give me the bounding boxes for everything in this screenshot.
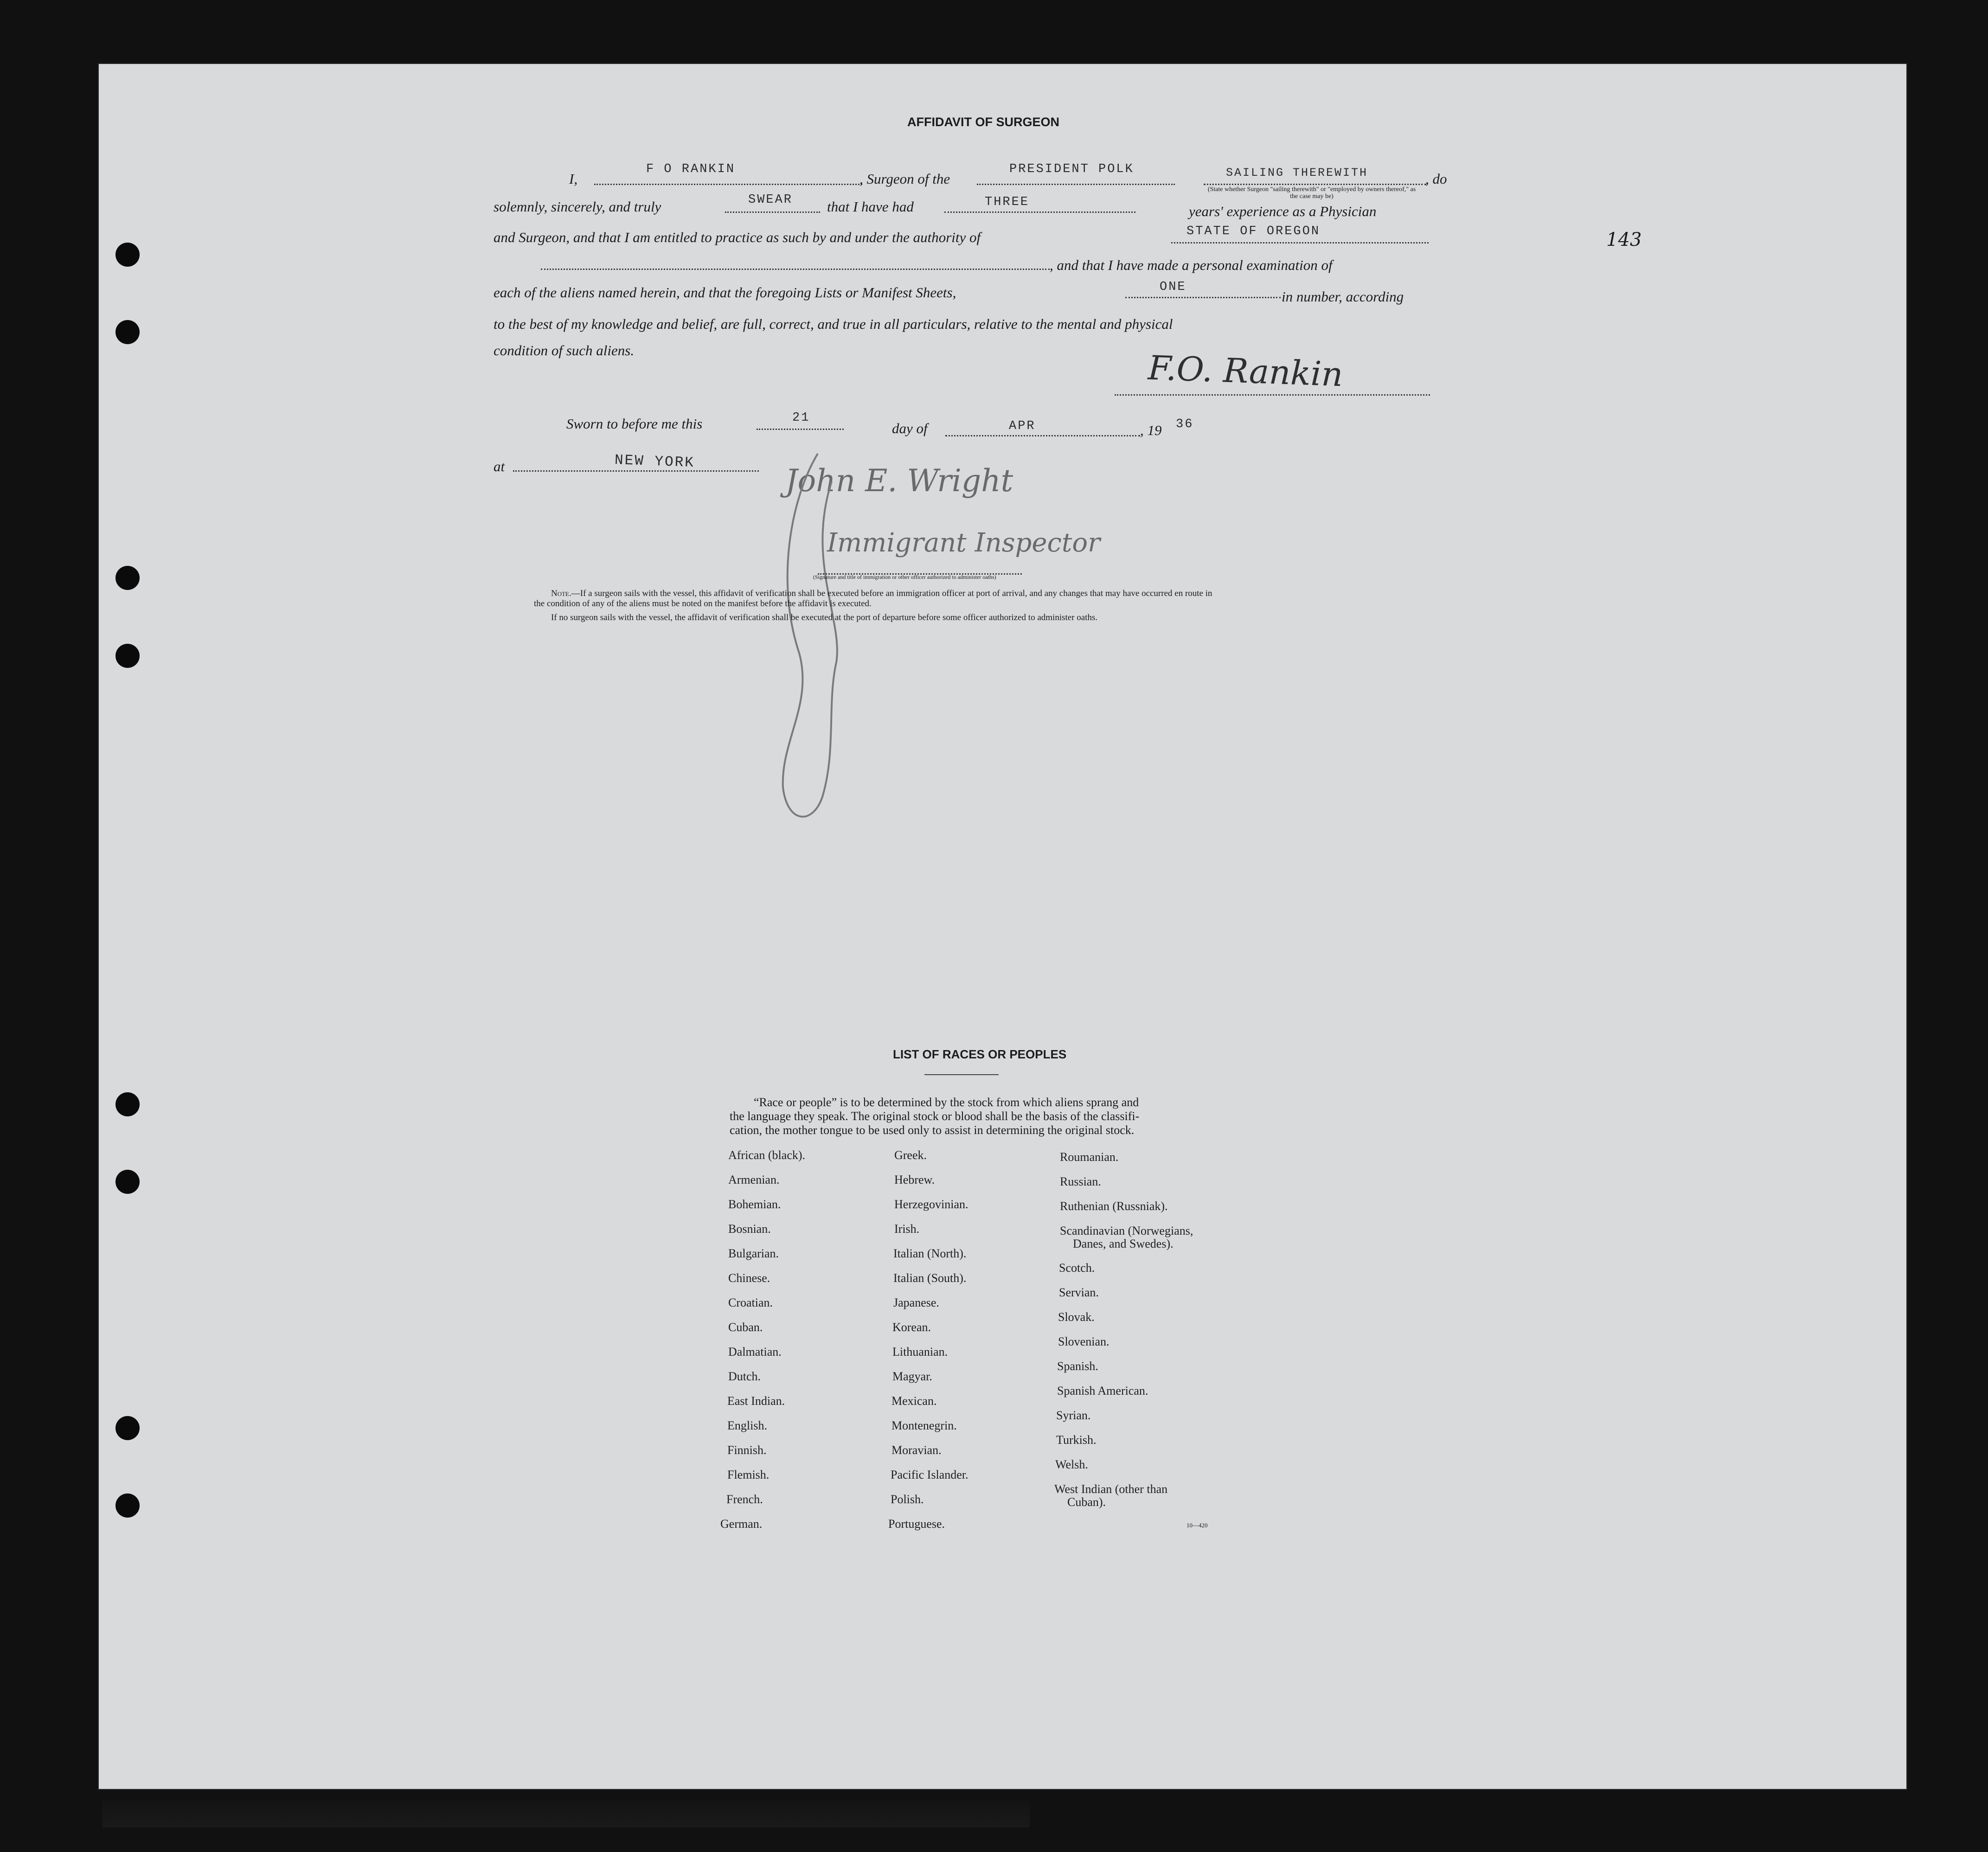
race-item: African (black). bbox=[728, 1148, 806, 1162]
status-note: (State whether Surgeon "sailing therewith" or "employed by owners thereof," as the case may be) bbox=[1207, 186, 1416, 200]
race-item: Danes, and Swedes). bbox=[1073, 1237, 1174, 1250]
sworn-day-of: day of bbox=[892, 420, 928, 436]
vessel-name: PRESIDENT POLK bbox=[1009, 162, 1134, 176]
film-edge bbox=[102, 1800, 1030, 1827]
surgeon-name-line bbox=[594, 184, 862, 185]
binder-hole bbox=[115, 1092, 140, 1116]
note-label: Note. bbox=[551, 589, 571, 598]
officer-title: Immigrant Inspector bbox=[827, 528, 1100, 558]
status-line bbox=[1204, 184, 1426, 185]
binder-hole bbox=[115, 1170, 140, 1194]
sworn-month-line bbox=[945, 435, 1140, 436]
surgeon-signature: F.O. Rankin bbox=[1147, 348, 1344, 394]
sworn-place: NEW YORK bbox=[614, 452, 695, 472]
binder-hole bbox=[115, 1493, 140, 1518]
page-number: 143 bbox=[1606, 229, 1642, 250]
sworn-prefix: Sworn to before me this bbox=[566, 416, 703, 432]
line6: to the best of my knowledge and belief, are full, correct, and true in all particulars, relative to the mental and physical bbox=[494, 316, 1173, 332]
race-item: Spanish American. bbox=[1057, 1384, 1148, 1397]
race-item: Bosnian. bbox=[728, 1222, 771, 1236]
race-item: Japanese. bbox=[893, 1296, 939, 1309]
race-item: Korean. bbox=[892, 1320, 931, 1334]
line2-prefix: solemnly, sincerely, and truly bbox=[494, 199, 661, 215]
binder-hole bbox=[115, 243, 140, 267]
race-item: Slovenian. bbox=[1058, 1335, 1109, 1348]
race-item: Ruthenian (Russniak). bbox=[1060, 1199, 1168, 1213]
sworn-month: APR bbox=[1009, 419, 1036, 433]
line5-suffix: in number, according bbox=[1282, 288, 1404, 305]
race-item: Spanish. bbox=[1057, 1359, 1098, 1373]
race-item: Hebrew. bbox=[894, 1173, 935, 1186]
line1-suffix: , do bbox=[1425, 171, 1447, 187]
race-item: Finnish. bbox=[727, 1443, 767, 1457]
race-item: Magyar. bbox=[892, 1370, 932, 1383]
surgeon-status: SAILING THEREWITH bbox=[1226, 166, 1368, 179]
race-item: Welsh. bbox=[1055, 1458, 1088, 1471]
race-item: Chinese. bbox=[728, 1271, 770, 1285]
race-item: Greek. bbox=[894, 1148, 927, 1162]
races-intro-1: “Race or people” is to be determined by the stock from which aliens sprang and bbox=[754, 1096, 1139, 1109]
authority-value: STATE OF OREGON bbox=[1186, 224, 1321, 238]
note-line3: If no surgeon sails with the vessel, the affidavit of verification shall be executed at the port of departure before some officer authorized to administer oaths. bbox=[551, 613, 1098, 622]
binder-hole bbox=[115, 1416, 140, 1440]
at-prefix: at bbox=[494, 458, 505, 474]
line2-mid: that I have had bbox=[827, 199, 914, 215]
officer-caption: (Signature and title of immigration or other officer authorized to administer oaths) bbox=[813, 574, 996, 580]
race-item: German. bbox=[720, 1517, 763, 1531]
note-text1: —If a surgeon sails with the vessel, this affidavit of verification shall be executed before an immigration officer at port of arrival, and any changes that may have occurred en route in bbox=[571, 589, 1212, 598]
years-value: THREE bbox=[985, 195, 1030, 209]
race-item: Scandinavian (Norwegians, bbox=[1060, 1224, 1193, 1237]
oath-line bbox=[725, 211, 820, 213]
binder-hole bbox=[115, 644, 140, 668]
race-item: Herzegovinian. bbox=[894, 1198, 968, 1211]
race-item: Portuguese. bbox=[888, 1517, 945, 1531]
races-intro-3: cation, the mother tongue to be used only to assist in determining the original stock. bbox=[730, 1123, 1135, 1137]
race-item: Syrian. bbox=[1056, 1409, 1091, 1422]
years-line bbox=[944, 211, 1135, 213]
race-item: Dalmatian. bbox=[728, 1345, 782, 1359]
sworn-year-prefix: , 19 bbox=[1140, 422, 1162, 438]
race-item: East Indian. bbox=[727, 1394, 785, 1408]
oath-word: SWEAR bbox=[748, 193, 793, 207]
race-item: Italian (South). bbox=[893, 1271, 967, 1285]
line7: condition of such aliens. bbox=[494, 342, 635, 359]
sheets-line bbox=[1125, 297, 1281, 298]
race-item: Italian (North). bbox=[893, 1247, 967, 1260]
note-line2: the condition of any of the aliens must be noted on the manifest before the affidavit is executed. bbox=[534, 599, 872, 609]
race-item: French. bbox=[726, 1493, 763, 1506]
race-item: Bulgarian. bbox=[728, 1247, 779, 1260]
sworn-day: 21 bbox=[792, 411, 810, 425]
signature-flourish bbox=[762, 444, 901, 839]
sworn-year: 36 bbox=[1176, 417, 1194, 431]
binder-hole bbox=[115, 320, 140, 344]
affidavit-title: AFFIDAVIT OF SURGEON bbox=[907, 115, 1059, 129]
race-item: Bohemian. bbox=[728, 1198, 781, 1211]
race-item: English. bbox=[727, 1419, 767, 1432]
race-item: Roumanian. bbox=[1060, 1150, 1119, 1164]
races-intro-2: the language they speak. The original stock or blood shall be the basis of the classifi- bbox=[730, 1109, 1140, 1123]
race-item: Moravian. bbox=[891, 1443, 942, 1457]
line1-surgeon-of: , Surgeon of the bbox=[859, 171, 950, 187]
line3-prefix: and Surgeon, and that I am entitled to practice as such by and under the authority of bbox=[494, 229, 981, 245]
title-rule bbox=[924, 1074, 999, 1075]
form-number: 10—420 bbox=[1186, 1522, 1208, 1529]
race-item: Pacific Islander. bbox=[891, 1468, 968, 1481]
sheets-count: ONE bbox=[1160, 280, 1186, 294]
line2-suffix: years' experience as a Physician bbox=[1189, 203, 1377, 219]
race-item: Lithuanian. bbox=[892, 1345, 948, 1359]
race-item: Armenian. bbox=[728, 1173, 780, 1186]
race-item: Mexican. bbox=[891, 1394, 937, 1408]
races-title: LIST OF RACES OR PEOPLES bbox=[893, 1047, 1067, 1061]
document-sheet bbox=[99, 64, 1906, 1789]
place-line bbox=[513, 470, 759, 472]
blank-authority-line bbox=[541, 269, 1050, 270]
surgeon-name: F O RANKIN bbox=[646, 162, 736, 176]
race-item: Cuban. bbox=[728, 1320, 763, 1334]
vessel-line bbox=[977, 184, 1175, 185]
race-item: Slovak. bbox=[1058, 1310, 1095, 1324]
race-item: Dutch. bbox=[728, 1370, 761, 1383]
race-item: Flemish. bbox=[727, 1468, 770, 1481]
race-item: Scotch. bbox=[1059, 1261, 1095, 1275]
race-item: Polish. bbox=[891, 1493, 924, 1506]
race-item: Irish. bbox=[894, 1222, 920, 1236]
line4-suffix: , and that I have made a personal examination of bbox=[1050, 257, 1333, 273]
race-item: Montenegrin. bbox=[891, 1419, 957, 1432]
race-item: Croatian. bbox=[728, 1296, 773, 1309]
line5-prefix: each of the aliens named herein, and that the foregoing Lists or Manifest Sheets, bbox=[494, 284, 956, 301]
race-item: Servian. bbox=[1059, 1286, 1099, 1299]
race-item: Russian. bbox=[1060, 1175, 1101, 1188]
line1-prefix: I, bbox=[569, 171, 578, 187]
note-line1 bbox=[551, 589, 1212, 598]
authority-line bbox=[1171, 242, 1429, 244]
race-item: Cuban). bbox=[1067, 1495, 1106, 1509]
surgeon-signature-line bbox=[1115, 394, 1430, 396]
officer-signature: John E. Wright bbox=[785, 463, 1013, 499]
binder-hole bbox=[115, 566, 140, 590]
sworn-day-line bbox=[757, 429, 844, 430]
race-item: Turkish. bbox=[1056, 1433, 1097, 1447]
race-item: West Indian (other than bbox=[1054, 1482, 1168, 1496]
